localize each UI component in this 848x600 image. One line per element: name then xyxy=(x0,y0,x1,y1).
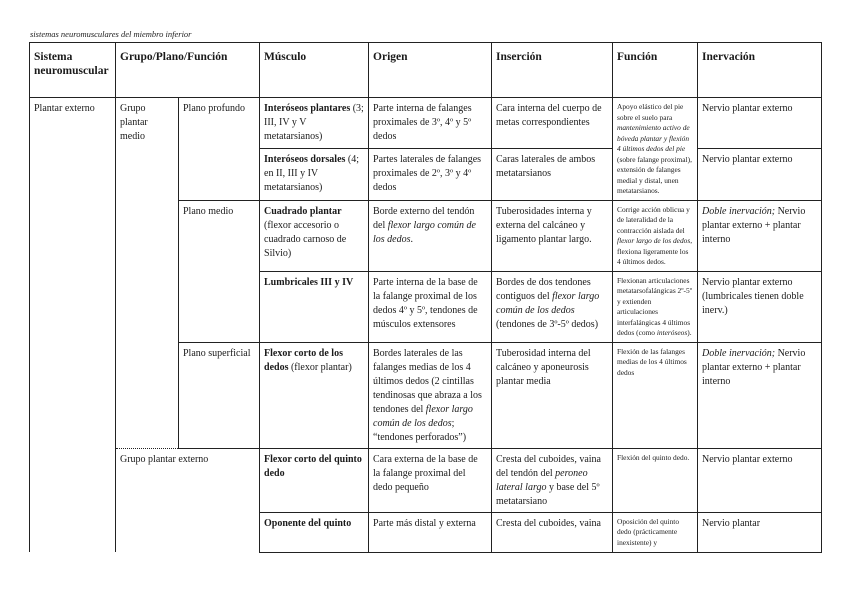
col-insercion: Inserción xyxy=(492,43,613,98)
insercion-cell: Cresta del cuboides, vaina xyxy=(492,512,613,552)
origen-cell: Parte interna de la base de la falange proximal de los dedos 4º y 5º, tendones de músculos extensores xyxy=(369,271,492,342)
funcion-cell: Corrige acción oblicua y de lateralidad de la contracción aislada del flexor largo de los dedos, flexiona ligeramente los 4 últimos dedos. xyxy=(613,200,698,271)
origen-cell: Bordes laterales de las falanges medias de los 4 últimos dedos (2 cintillas tendinosas que abraza a los tendones del flexor largo común de los dedos; “tendones perforados”) xyxy=(369,342,492,448)
insercion-cell: Caras laterales de ambos metatarsianos xyxy=(492,149,613,200)
grupo-medio-cell: Grupo plantar medio xyxy=(116,98,179,449)
col-grupo: Grupo/Plano/Función xyxy=(116,43,260,98)
insercion-cell: Cresta del cuboides, vaina del tendón del peroneo lateral largo y base del 5º metatarsiano xyxy=(492,448,613,512)
musculo-cell: Interóseos dorsales (4; en II, III y IV metatarsianos) xyxy=(260,149,369,200)
header-row xyxy=(30,43,822,98)
col-origen: Origen xyxy=(369,43,492,98)
musculo-cell: Flexor corto del quinto dedo xyxy=(260,448,369,512)
col-inervacion: Inervación xyxy=(698,43,822,98)
origen-cell: Borde externo del tendón del flexor largo común de los dedos. xyxy=(369,200,492,271)
sistema-cell: Plantar externo xyxy=(30,98,116,553)
insercion-cell: Cara interna del cuerpo de metas correspondientes xyxy=(492,98,613,149)
col-funcion: Función xyxy=(613,43,698,98)
origen-cell: Cara externa de la base de la falange proximal del dedo pequeño xyxy=(369,448,492,512)
funcion-cell: Flexión del quinto dedo. xyxy=(613,448,698,512)
origen-cell: Parte interna de falanges proximales de 3º, 4º y 5º dedos xyxy=(369,98,492,149)
muscle-table xyxy=(29,42,822,553)
col-musculo: Músculo xyxy=(260,43,369,98)
grupo-externo-cell: Grupo plantar externo xyxy=(116,448,260,552)
origen-cell: Partes laterales de falanges proximales de 2º, 3º y 4º dedos xyxy=(369,149,492,200)
inervacion-cell: Doble inervación; Nervio plantar externo + plantar interno xyxy=(698,342,822,448)
musculo-cell: Interóseos plantares (3; III, IV y V metatarsianos) xyxy=(260,98,369,149)
funcion-cell: Flexión de las falanges medias de los 4 últimos dedos xyxy=(613,342,698,448)
insercion-cell: Tuberosidad interna del calcáneo y aponeurosis plantar media xyxy=(492,342,613,448)
table-row xyxy=(30,98,822,149)
insercion-cell: Bordes de dos tendones contiguos del flexor largo común de los dedos (tendones de 3º-5º dedos) xyxy=(492,271,613,342)
plano-profundo-cell: Plano profundo xyxy=(179,98,260,201)
table-row xyxy=(30,448,822,512)
origen-cell: Parte más distal y externa xyxy=(369,512,492,552)
musculo-cell: Lumbricales III y IV xyxy=(260,271,369,342)
inervacion-cell: Nervio plantar xyxy=(698,512,822,552)
inervacion-cell: Nervio plantar externo xyxy=(698,98,822,149)
funcion-cell: Apoyo elástico del pie sobre el suelo para mantenimiento activo de bóveda plantar y flexión 4 últimos dedos del pie (sobre falange proximal), extensión de falanges medial y distal, unen metatarsianos. xyxy=(613,98,698,201)
funcion-cell: Oposición del quinto dedo (prácticamente inexistente) y xyxy=(613,512,698,552)
insercion-cell: Tuberosidades interna y externa del calcáneo y ligamento plantar largo. xyxy=(492,200,613,271)
musculo-cell: Cuadrado plantar (flexor accesorio o cuadrado carnoso de Silvio) xyxy=(260,200,369,271)
plano-medio-cell: Plano medio xyxy=(179,200,260,342)
inervacion-cell: Nervio plantar externo (lumbricales tienen doble inerv.) xyxy=(698,271,822,342)
musculo-cell: Flexor corto de los dedos (flexor plantar) xyxy=(260,342,369,448)
musculo-cell: Oponente del quinto xyxy=(260,512,369,552)
plano-superficial-cell: Plano superficial xyxy=(179,342,260,448)
inervacion-cell: Nervio plantar externo xyxy=(698,448,822,512)
col-sistema: Sistema neuromuscular xyxy=(30,43,116,98)
inervacion-cell: Doble inervación; Nervio plantar externo + plantar interno xyxy=(698,200,822,271)
inervacion-cell: Nervio plantar externo xyxy=(698,149,822,200)
funcion-cell: Flexionan articulaciones metatarsofalángicas 2º-5º y extienden articulaciones interfalángicas 4 últimos dedos (como interóseos). xyxy=(613,271,698,342)
page-header-note: sistemas neuromusculares del miembro inferior xyxy=(30,29,192,39)
